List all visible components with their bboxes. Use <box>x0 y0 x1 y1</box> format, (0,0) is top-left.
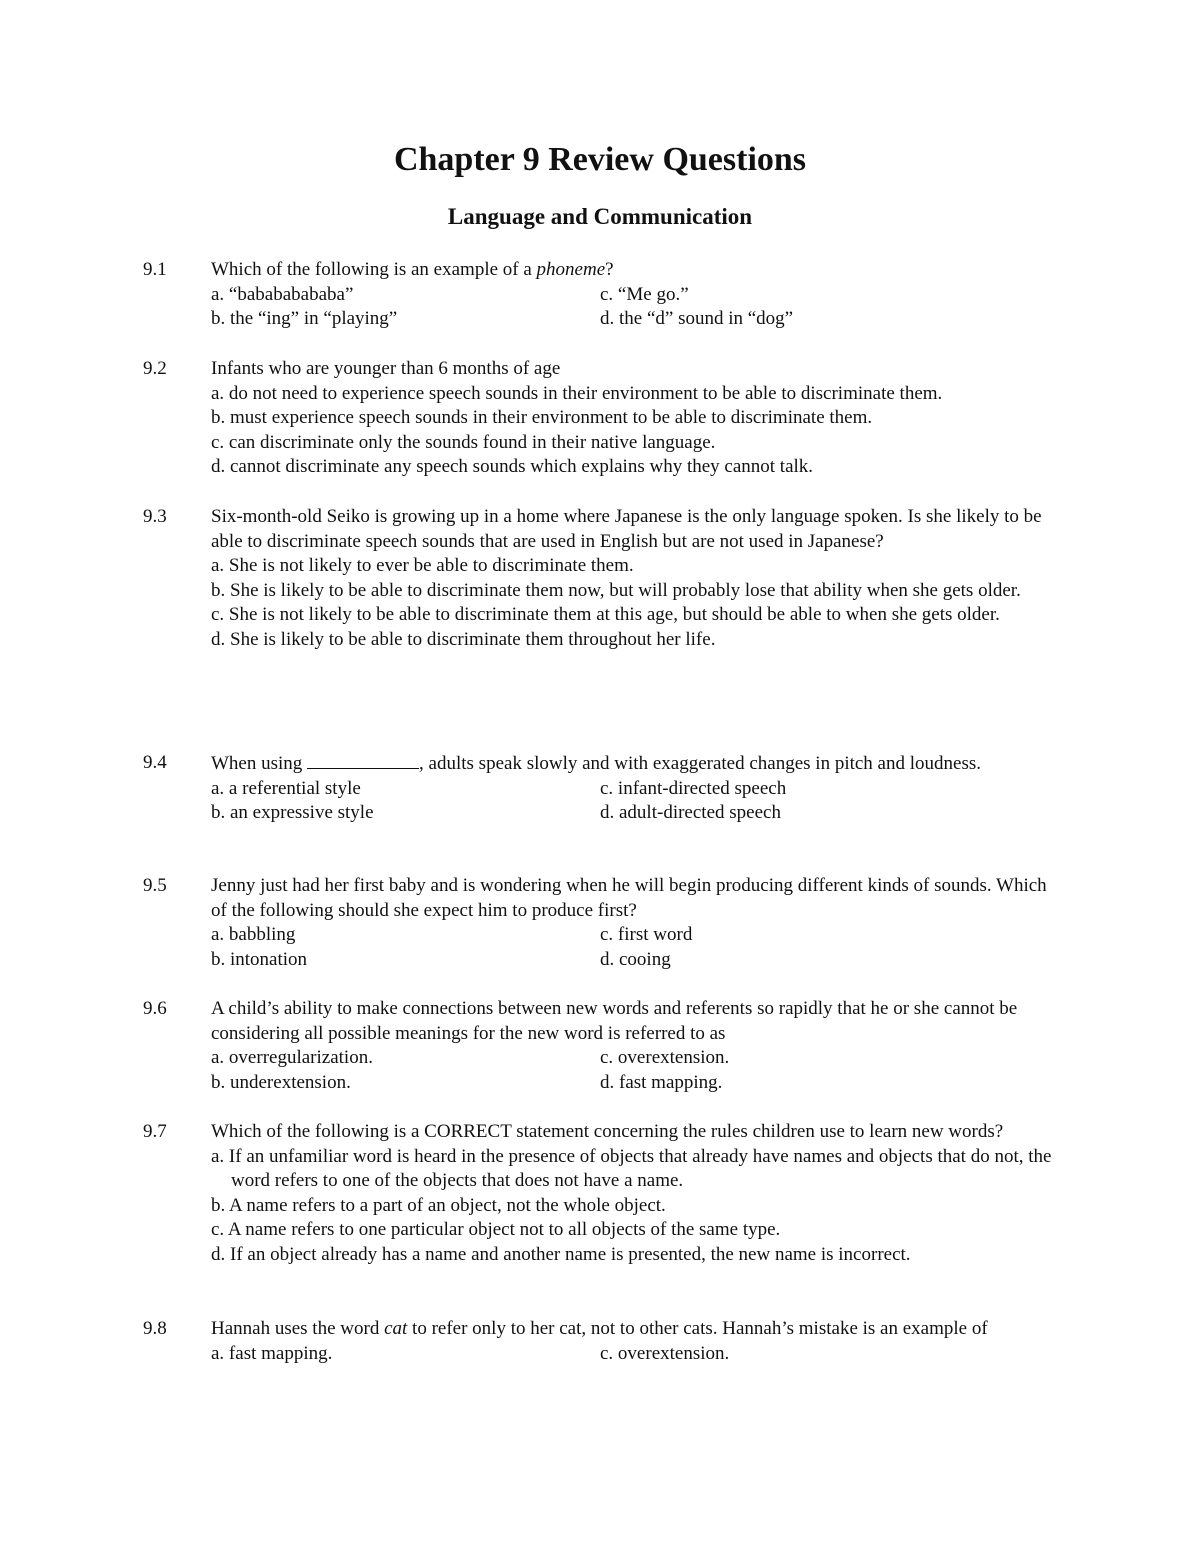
option-d: d. cooing <box>600 948 671 970</box>
page-title: Chapter 9 Review Questions <box>393 141 807 178</box>
question-number: 9.5 <box>143 875 167 896</box>
option-b: b. underextension. <box>211 1071 351 1093</box>
question-number: 9.1 <box>143 259 167 280</box>
option-a: a. overregularization. <box>211 1047 373 1069</box>
option-c: c. “Me go.” <box>600 283 689 305</box>
option-b: b. A name refers to a part of an object, not the whole object. <box>211 1194 666 1216</box>
question-stem: Which of the following is an example of a phoneme? <box>211 259 614 280</box>
question-stem: Which of the following is a CORRECT statement concerning the rules children use to learn new words? <box>211 1121 1004 1142</box>
question-stem: When using , adults speak slowly and with exaggerated changes in pitch and loudness. <box>211 753 981 774</box>
question-stem: Jenny just had her first baby and is wondering when he will begin producing different kinds of sounds. Which of the following should she expect him to produce first? <box>211 875 1047 921</box>
option-c: c. infant-directed speech <box>600 777 787 799</box>
answer-options <box>211 1342 1061 1367</box>
option-a: a. do not need to experience speech sounds in their environment to be able to discriminate them. <box>211 382 943 404</box>
option-c: c. A name refers to one particular object not to all objects of the same type. <box>211 1219 781 1241</box>
answer-options <box>211 283 1061 332</box>
option-b: b. She is likely to be able to discriminate them now, but will probably lose that ability when she gets older. <box>211 579 1021 601</box>
page-subtitle: Language and Communication <box>447 204 753 229</box>
option-b: b. the “ing” in “playing” <box>211 308 398 330</box>
option-d: d. cannot discriminate any speech sounds which explains why they cannot talk. <box>211 456 814 478</box>
answer-options <box>211 1046 1061 1095</box>
option-a: a. She is not likely to ever be able to discriminate them. <box>211 555 634 577</box>
option-d: d. the “d” sound in “dog” <box>600 308 794 330</box>
question-stem: Infants who are younger than 6 months of age <box>211 358 561 379</box>
answer-options <box>211 777 1061 826</box>
option-b: b. intonation <box>211 948 308 970</box>
option-a: a. babbling <box>211 924 296 946</box>
option-c: c. first word <box>600 924 693 946</box>
option-c: c. She is not likely to be able to discriminate them at this age, but should be able to when she gets older. <box>211 604 1000 626</box>
question-number: 9.6 <box>143 998 167 1019</box>
question-number: 9.3 <box>143 506 167 527</box>
option-a: a. If an unfamiliar word is heard in the presence of objects that already have names and objects that do not, the word refers to one of the objects that does not have a name. <box>211 1145 1052 1192</box>
answer-options <box>211 923 1061 972</box>
question-number: 9.4 <box>143 752 167 773</box>
question-number: 9.7 <box>143 1121 167 1142</box>
option-b: b. an expressive style <box>211 802 374 824</box>
fill-in-blank <box>307 751 419 769</box>
option-d: d. adult-directed speech <box>600 802 781 824</box>
option-c: c. overextension. <box>600 1047 730 1069</box>
option-a: a. fast mapping. <box>211 1342 333 1364</box>
option-b: b. must experience speech sounds in their environment to be able to discriminate them. <box>211 407 873 429</box>
option-d: d. She is likely to be able to discriminate them throughout her life. <box>211 628 716 650</box>
option-c: c. can discriminate only the sounds found in their native language. <box>211 431 716 453</box>
option-a: a. “babababababa” <box>211 283 354 305</box>
question-number: 9.2 <box>143 358 167 379</box>
question-stem: Six-month-old Seiko is growing up in a home where Japanese is the only language spoken. Is she likely to be able to discriminate speech sounds that are used in English but are not used in Japanese? <box>211 506 1042 552</box>
option-d: d. fast mapping. <box>600 1071 723 1093</box>
option-d: d. If an object already has a name and another name is presented, the new name is incorrect. <box>211 1243 911 1265</box>
option-c: c. overextension. <box>600 1342 730 1364</box>
question-stem: Hannah uses the word cat to refer only to her cat, not to other cats. Hannah’s mistake is an example of <box>211 1318 988 1339</box>
option-a: a. a referential style <box>211 777 361 799</box>
question-stem: A child’s ability to make connections between new words and referents so rapidly that he or she cannot be considering all possible meanings for the new word is referred to as <box>211 998 1018 1044</box>
question-number: 9.8 <box>143 1318 167 1339</box>
